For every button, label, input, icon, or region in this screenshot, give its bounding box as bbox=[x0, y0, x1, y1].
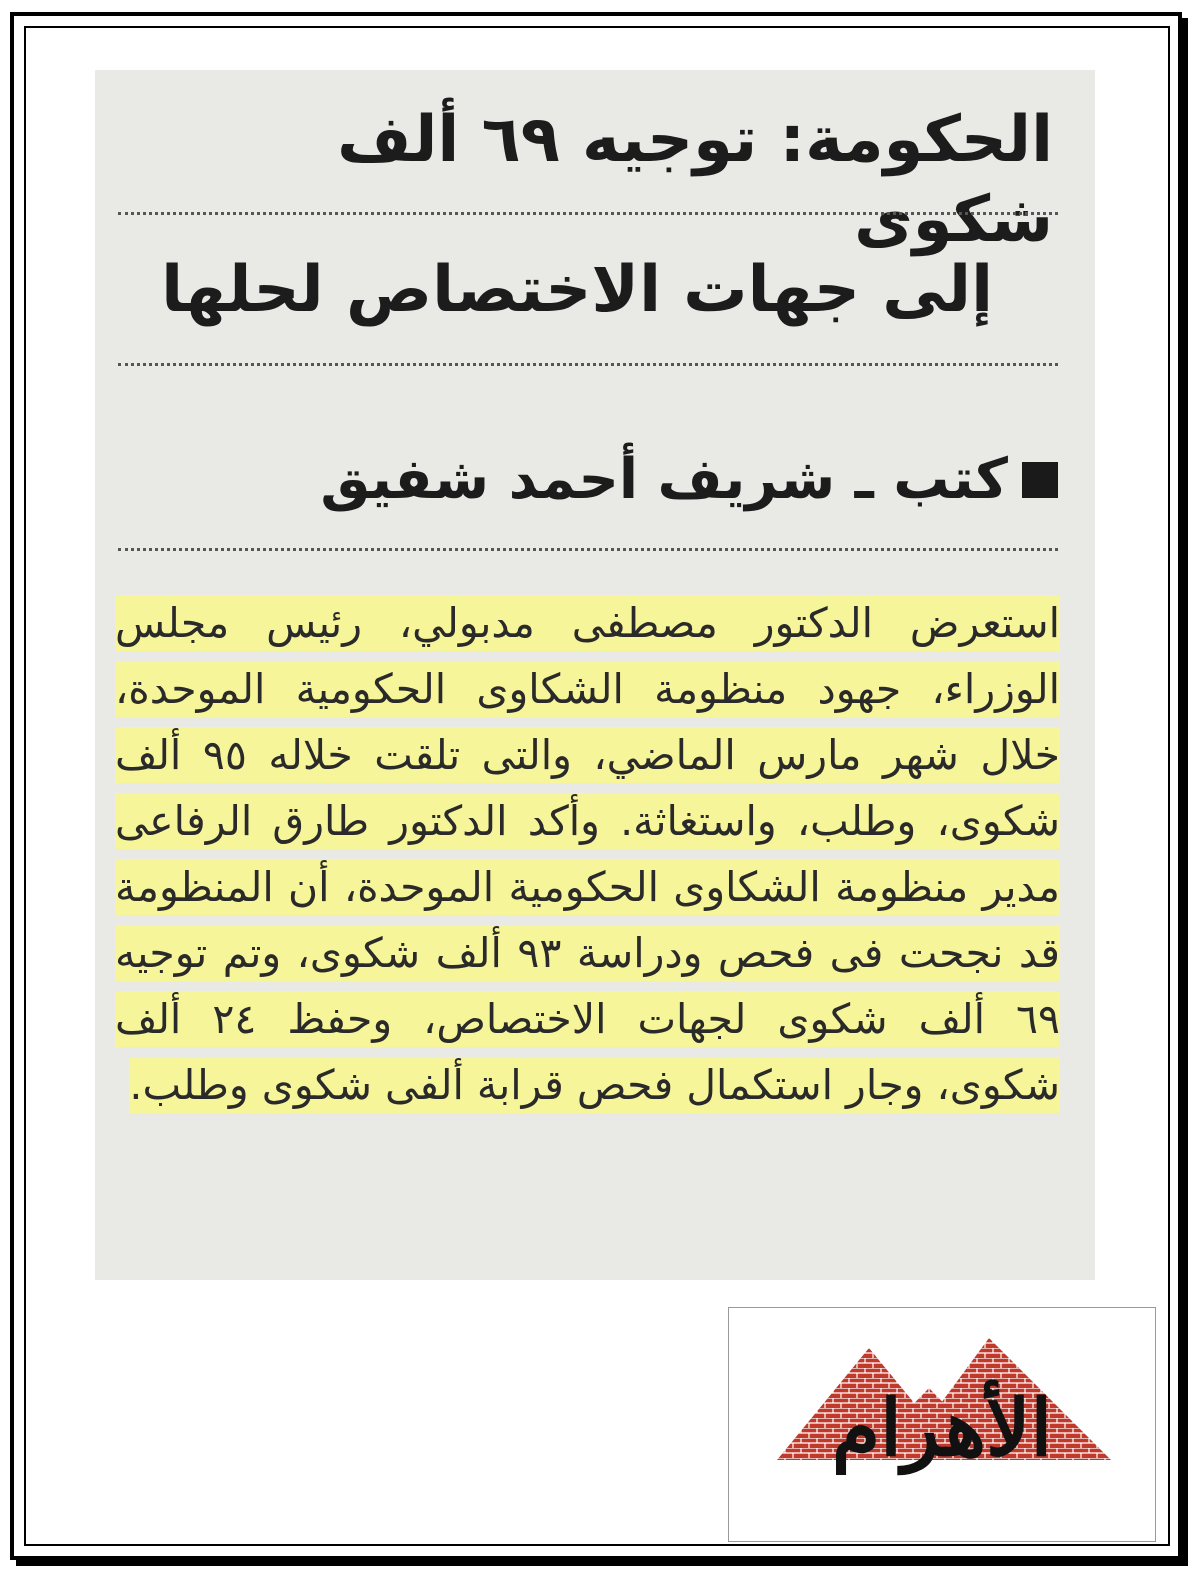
divider bbox=[118, 548, 1058, 551]
headline-line-2: إلى جهات الاختصاص لحلها bbox=[161, 253, 993, 327]
byline bbox=[320, 440, 1058, 520]
square-bullet-icon bbox=[1022, 462, 1058, 498]
article-body-text: استعرض الدكتور مصطفى مدبولي، رئيس مجلس الوزراء، جهود منظومة الشكاوى الحكومية الموحدة، خلال شهر مارس الماضي، والتى تلقت خلاله ٩٥ ألف شكوى، وطلب، واستغاثة. وأكد الدكتور طارق الرفاعى مدير منظومة الشكاوى الحكومية الموحدة، أن المنظومة قد نجحت فى فحص ودراسة ٩٣ ألف شكوى، وتم توجيه ٦٩ ألف شكوى لجهات الاختصاص، وحفظ ٢٤ ألف شكوى، وجار استكمال فحص قرابة ألفى شكوى وطلب. bbox=[115, 595, 1060, 1113]
article-body bbox=[115, 590, 1060, 1118]
byline-text: كتب ـ شريف أحمد شفيق bbox=[320, 447, 1008, 512]
logo-text: الأهرام bbox=[831, 1383, 1053, 1474]
divider bbox=[118, 212, 1058, 215]
headline-line-1: الحكومة: توجيه ٦٩ ألف شكوى bbox=[337, 103, 1053, 257]
newspaper-logo bbox=[728, 1307, 1156, 1542]
divider bbox=[118, 363, 1058, 366]
